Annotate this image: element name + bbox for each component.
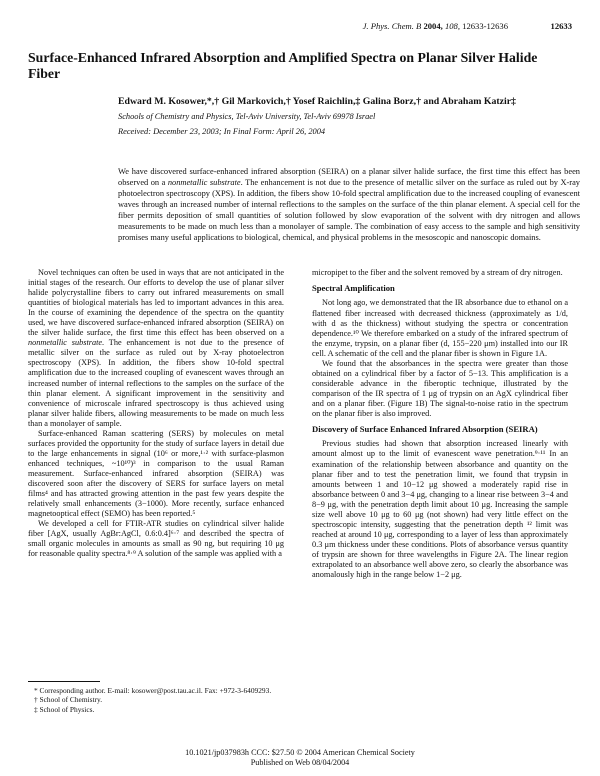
author-list: Edward M. Kosower,*,† Gil Markovich,† Yosef Raichlin,‡ Galina Borz,† and Abraham Katzir‡ xyxy=(118,96,516,107)
footnote-corresponding: * Corresponding author. E-mail: kosower@post.tau.ac.il. Fax: +972-3-6409293. xyxy=(34,686,272,695)
footnotes xyxy=(28,686,284,714)
right-column xyxy=(312,268,568,580)
footnote-chemistry: † School of Chemistry. xyxy=(34,695,103,705)
affiliation: Schools of Chemistry and Physics, Tel-Aviv University, Tel-Aviv 69978 Israel xyxy=(118,112,376,121)
intro-paragraph-2: Surface-enhanced Raman scattering (SERS) by molecules on metal surfaces provided the opportunity for the study of surface layers in detail due to the large enhancements in signal (10⁶ or more,¹·² with surface-plasmon enhanced techniques, ~10¹⁰)³ in comparison to the usual Raman measurement. Surface-enhanced infrared absorption (SEIRA) was discovered soon after the discovery of SERS for surface layers on metal films⁴ and has attracted growing attention in the past few years despite the relatively small enhancements (3−1000). More recently, surface enhanced magnetooptical effect (SEMO) has been reported.⁵ xyxy=(28,428,284,519)
footer-published: Published on Web 08/04/2004 xyxy=(250,758,350,767)
seira-paragraph: Previous studies had shown that absorption increased linearly with amount almost up to the limit of evanescent wave penetration.⁹·¹¹ In an examination of the relationship between absorbance and quantity on the planar fiber and to test the penetration limit, we found that trypsin in amounts between 1 and 10−12 μg showed a moderately rapid rise in absorbance between 0 and 3−4 μg, changing to a linear rise between 3−4 and 8−9 μg, with the penetration depth limit about 10 μg. Increasing the sample size well above 10 μg to 60 μg (not shown) had very little effect on the spectroscopic intensity, suggesting that the penetration depth ¹² limit was reached at around 10 μg, corresponding to a layer of less than approximately 0.3 μm thickness under these conditions. Plots of absorbance versus quantity of trypsin are shown for three wavelengths in Figure 2A. The linear region extrapolated to an absorbance well above zero, so clearly the absorbance was anomalously high in the range below 1−2 μg. xyxy=(312,439,568,580)
footnote-divider xyxy=(28,681,100,682)
journal-year: 2004, xyxy=(423,21,443,31)
abstract xyxy=(118,166,580,243)
journal-pages: 12633-12636 xyxy=(462,21,508,31)
received-dates: Received: December 23, 2003; In Final Form: April 26, 2004 xyxy=(118,127,326,136)
spectral-paragraph-1: Not long ago, we demonstrated that the IR absorbance due to ethanol on a flattened fiber increased with decreased thickness (approximately as 1/d, with d as the thickness) without studying the spectra or concentration dependence.¹⁰ We therefore embarked on a study of the infrared spectrum of the enzyme, trypsin, on a planar fiber (d, 155−220 μm) installed into our IR cell. A schematic of the cell and the planar fiber is shown in Figure 1A. xyxy=(312,298,568,358)
section-heading-seira-discovery: Discovery of Surface Enhanced Infrared Absorption (SEIRA) xyxy=(312,424,538,435)
intro-p1-text-b: . The enhancement is not due to the presence of metallic silver on the surface as ruled out by X-ray photoelectron spectroscopy (XPS). In addition, the fibers show 10-fold spectral amplification due to the increased coupling of evanescent waves through an increased number of internal reflections to the samples on the surface of the thin planar element. A significant improvement in the sensitivity and convenience of microscale infrared spectroscopy is thus achieved using planar silver halide fibers, allowing measurements to be made on much less than a monolayer of sample. xyxy=(28,338,285,428)
spectral-paragraph-2: We found that the absorbances in the spectra were greater than those obtained on a cylindrical fiber by a factor of 5−13. This amplification is a considerable advance in the fiberoptic technique, illustrated by the comparison of the IR spectra of 1 μg of trypsin on an AgX cylindrical fiber and on a planar fiber. (Figure 1B) The signal-to-noise ratio in the spectrum on the planar fiber is also improved. xyxy=(312,358,568,418)
section-heading-spectral-amplification: Spectral Amplification xyxy=(312,283,395,294)
intro-p1-emphasis: nonmetallic substrate xyxy=(28,338,103,348)
journal-name: J. Phys. Chem. B xyxy=(362,21,422,31)
left-column xyxy=(28,268,284,559)
intro-paragraph-3: We developed a cell for FTIR-ATR studies on cylindrical silver halide fiber [AgX, usually AgBr:AgCl, 0.6:0.4]⁶·⁷ and described the spectra of small organic molecules in amounts as small as 90 ng, but requiring 10 μg for reasonable quality spectra.⁸·⁹ A solution of the sample was applied with a xyxy=(28,519,284,559)
footnote-physics: ‡ School of Physics. xyxy=(34,704,95,714)
continued-paragraph: micropipet to the fiber and the solvent removed by a stream of dry nitrogen. xyxy=(312,268,563,277)
journal-volume: 108, xyxy=(444,21,460,31)
article-title: Surface-Enhanced Infrared Absorption and Amplified Spectra on Planar Silver Halide Fiber xyxy=(28,50,538,81)
abstract-text-1: We have discovered surface-enhanced infrared absorption (SEIRA) on a planar silver halide surface, the first time this effect has been observed on a xyxy=(118,167,580,188)
footer-doi: 10.1021/jp037983h CCC: $27.50 © 2004 American Chemical Society xyxy=(185,748,415,757)
page-number: 12633 xyxy=(550,21,572,31)
intro-p1-text-a: Novel techniques can often be used in ways that are not anticipated in the initial stages of the research. Our efforts to develop the use of planar silver halide polycrystalline fibers to carry out infrared measurements on small quantities of biological materials has led to important advances in this area. In the course of examining the dependence of the spectra on the quantity used, we have discovered surface-enhanced infrared absorption (SEIRA) on the silver halide surface, the first time this effect has been observed on a xyxy=(28,268,284,338)
journal-citation xyxy=(363,21,508,31)
abstract-emphasis: nonmetallic substrate xyxy=(167,178,241,188)
intro-paragraph-1 xyxy=(28,268,284,429)
abstract-text-2: . The enhancement is not due to the presence of metallic silver on the surface as ruled out by X-ray photoelectron spectroscopy (XPS). In addition, the fibers show 10-fold spectral amplification due to the increased coupling of evanescent waves through an increased number of internal reflections to the samples on the surface of the thin planar element. A special cell for the fiber permits deposition of small quantities of solution followed by slow evaporation of the solvent with dry nitrogen and allows measurements to be made on much less than a monolayer of sample. The combination of easy access to the sample and high sensitivity promises many useful applications to biological, chemical, and physical problems in the mesoscopic and nanoscopic domains. xyxy=(118,178,580,243)
